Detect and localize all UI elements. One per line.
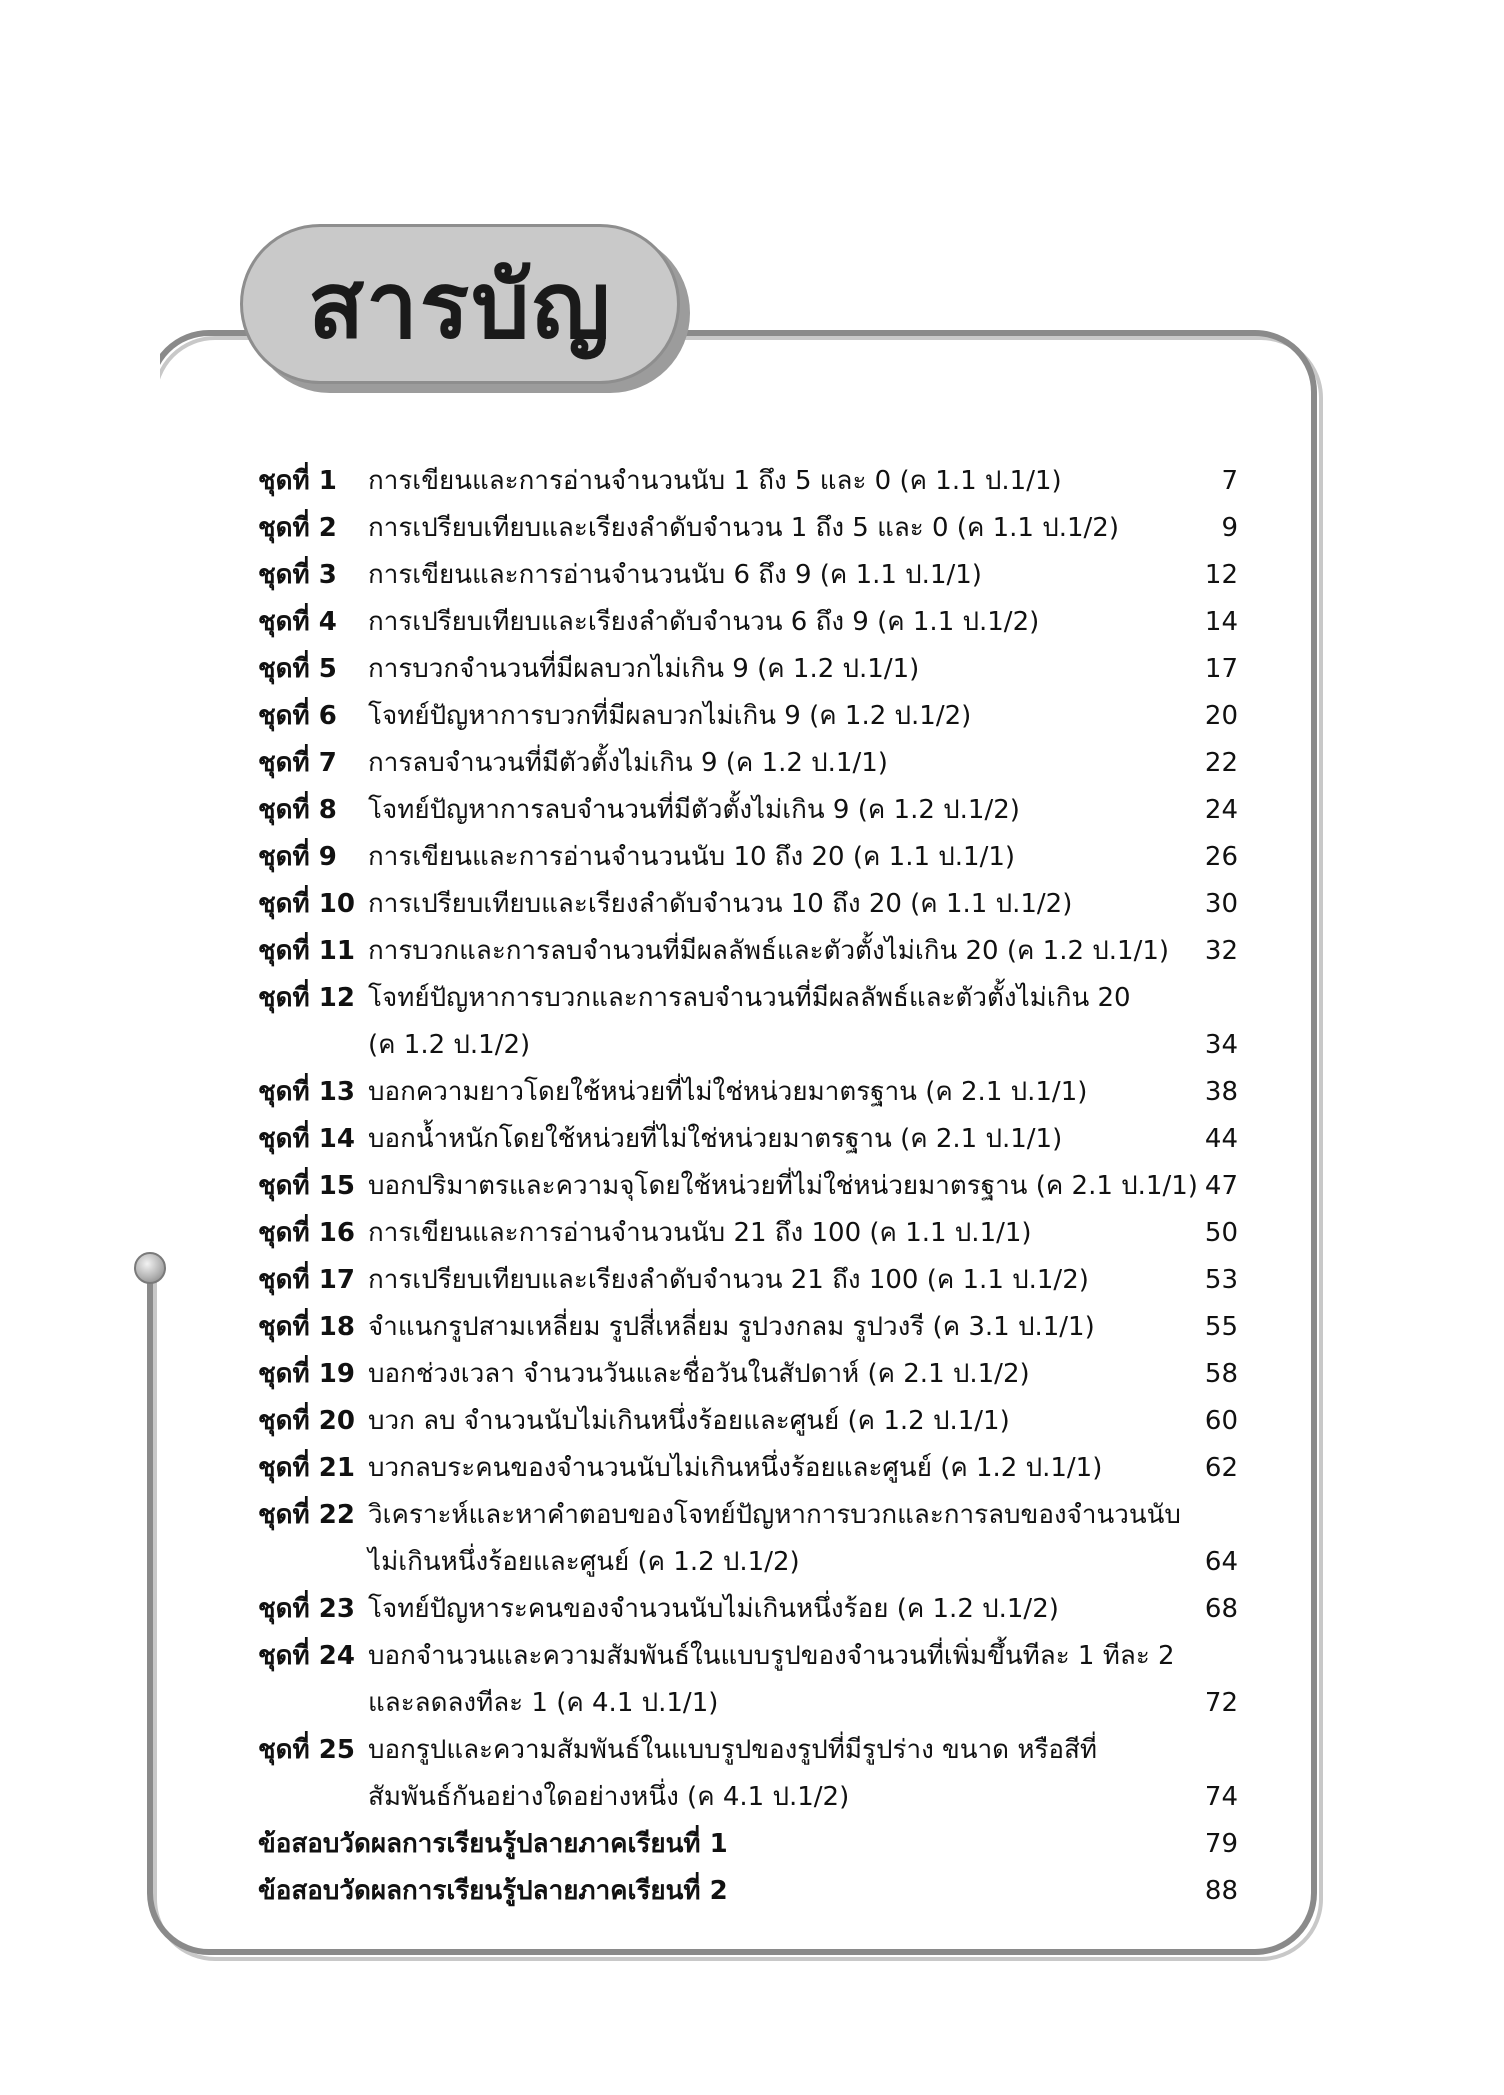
- toc-page-number: 79: [1204, 1829, 1238, 1859]
- toc-entry-title: (ค 1.2 ป.1/2): [368, 1030, 531, 1060]
- toc-entry-title: การเขียนและการอ่านจำนวนนับ 6 ถึง 9 (ค 1.1 ป.1/1): [368, 560, 982, 590]
- toc-entry-label: ชุดที่ 3: [258, 560, 337, 590]
- toc-page-number: 24: [1204, 795, 1238, 825]
- toc-entry-label: ชุดที่ 23: [258, 1594, 355, 1624]
- toc-entry-title: วิเคราะห์และหาคำตอบของโจทย์ปัญหาการบวกและการลบของจำนวนนับ: [368, 1500, 1181, 1530]
- toc-row: [258, 1069, 1238, 1116]
- table-of-contents: [258, 458, 1238, 1915]
- toc-row: [258, 1351, 1238, 1398]
- toc-entry-title: จำแนกรูปสามเหลี่ยม รูปสี่เหลี่ยม รูปวงกลม รูปวงรี (ค 3.1 ป.1/1): [368, 1312, 1095, 1342]
- toc-entry-label: ชุดที่ 4: [258, 607, 337, 637]
- toc-entry-label: ชุดที่ 17: [258, 1265, 355, 1295]
- toc-page-number: 38: [1204, 1077, 1238, 1107]
- toc-entry-label: ชุดที่ 25: [258, 1735, 355, 1765]
- toc-entry-title: สัมพันธ์กันอย่างใดอย่างหนึ่ง (ค 4.1 ป.1/2): [368, 1782, 850, 1812]
- toc-row: [258, 1163, 1238, 1210]
- toc-entry-label: ชุดที่ 13: [258, 1077, 355, 1107]
- toc-entry-title: การเขียนและการอ่านจำนวนนับ 1 ถึง 5 และ 0 (ค 1.1 ป.1/1): [368, 466, 1062, 496]
- toc-entry-title: การเปรียบเทียบและเรียงลำดับจำนวน 21 ถึง 100 (ค 1.1 ป.1/2): [368, 1265, 1089, 1295]
- toc-entry-label: ชุดที่ 7: [258, 748, 337, 778]
- toc-page-number: 7: [1221, 466, 1238, 496]
- toc-row: [258, 1210, 1238, 1257]
- toc-row: [258, 599, 1238, 646]
- frame-gap: [130, 330, 160, 1270]
- toc-page-number: 64: [1204, 1547, 1238, 1577]
- toc-entry-title: บอกความยาวโดยใช้หน่วยที่ไม่ใช่หน่วยมาตรฐาน (ค 2.1 ป.1/1): [368, 1077, 1088, 1107]
- toc-row: [258, 1398, 1238, 1445]
- frame-knob: [134, 1252, 166, 1284]
- toc-entry-label: ชุดที่ 6: [258, 701, 337, 731]
- toc-test-label: ข้อสอบวัดผลการเรียนรู้ปลายภาคเรียนที่ 1: [258, 1829, 728, 1859]
- toc-entry-label: ชุดที่ 18: [258, 1312, 355, 1342]
- toc-entry-label: ชุดที่ 11: [258, 936, 355, 966]
- toc-page-number: 55: [1204, 1312, 1238, 1342]
- toc-entry-label: ชุดที่ 19: [258, 1359, 355, 1389]
- toc-row: [258, 1586, 1238, 1633]
- toc-row: [258, 834, 1238, 881]
- toc-page-number: 22: [1204, 748, 1238, 778]
- toc-row: [258, 881, 1238, 928]
- toc-row: [258, 1304, 1238, 1351]
- toc-entry-title: การเปรียบเทียบและเรียงลำดับจำนวน 1 ถึง 5 และ 0 (ค 1.1 ป.1/2): [368, 513, 1119, 543]
- toc-entry-title: การเขียนและการอ่านจำนวนนับ 10 ถึง 20 (ค 1.1 ป.1/1): [368, 842, 1016, 872]
- toc-page-number: 60: [1204, 1406, 1238, 1436]
- toc-entry-title: โจทย์ปัญหาการบวกและการลบจำนวนที่มีผลลัพธ์และตัวตั้งไม่เกิน 20: [368, 983, 1131, 1013]
- toc-row: [258, 505, 1238, 552]
- toc-row: [258, 1868, 1238, 1915]
- toc-page-number: 20: [1204, 701, 1238, 731]
- toc-row: [258, 1633, 1238, 1680]
- toc-page-number: 9: [1221, 513, 1238, 543]
- toc-row: [258, 1445, 1238, 1492]
- toc-row: [258, 458, 1238, 505]
- toc-page-number: 74: [1204, 1782, 1238, 1812]
- toc-page-number: 12: [1204, 560, 1238, 590]
- toc-entry-label: ชุดที่ 24: [258, 1641, 355, 1671]
- page-title: สารบัญ: [307, 251, 612, 359]
- toc-entry-title: บวกลบระคนของจำนวนนับไม่เกินหนึ่งร้อยและศูนย์ (ค 1.2 ป.1/1): [368, 1453, 1103, 1483]
- toc-entry-title: บอกจำนวนและความสัมพันธ์ในแบบรูปของจำนวนที่เพิ่มขึ้นทีละ 1 ทีละ 2: [368, 1641, 1175, 1671]
- toc-entry-label: ชุดที่ 22: [258, 1500, 355, 1530]
- toc-entry-title: การบวกจำนวนที่มีผลบวกไม่เกิน 9 (ค 1.2 ป.1/1): [368, 654, 920, 684]
- toc-page-number: 17: [1204, 654, 1238, 684]
- toc-entry-title: โจทย์ปัญหาระคนของจำนวนนับไม่เกินหนึ่งร้อย (ค 1.2 ป.1/2): [368, 1594, 1059, 1624]
- toc-entry-title: การเขียนและการอ่านจำนวนนับ 21 ถึง 100 (ค 1.1 ป.1/1): [368, 1218, 1032, 1248]
- toc-page-number: 30: [1204, 889, 1238, 919]
- toc-entry-title: บอกปริมาตรและความจุโดยใช้หน่วยที่ไม่ใช่หน่วยมาตรฐาน (ค 2.1 ป.1/1): [368, 1171, 1198, 1201]
- toc-page-number: 26: [1204, 842, 1238, 872]
- toc-row: [258, 1774, 1238, 1821]
- toc-page-number: 58: [1204, 1359, 1238, 1389]
- toc-row: [258, 1257, 1238, 1304]
- toc-row: [258, 740, 1238, 787]
- toc-row: [258, 646, 1238, 693]
- toc-entry-label: ชุดที่ 14: [258, 1124, 355, 1154]
- toc-row: [258, 1821, 1238, 1868]
- toc-entry-title: บอกน้ำหนักโดยใช้หน่วยที่ไม่ใช่หน่วยมาตรฐาน (ค 2.1 ป.1/1): [368, 1124, 1063, 1154]
- toc-entry-title: โจทย์ปัญหาการลบจำนวนที่มีตัวตั้งไม่เกิน 9 (ค 1.2 ป.1/2): [368, 795, 1020, 825]
- toc-entry-title: บอกรูปและความสัมพันธ์ในแบบรูปของรูปที่มีรูปร่าง ขนาด หรือสีที่: [368, 1735, 1098, 1765]
- toc-row: [258, 1116, 1238, 1163]
- toc-test-label: ข้อสอบวัดผลการเรียนรู้ปลายภาคเรียนที่ 2: [258, 1876, 728, 1906]
- toc-entry-title: ไม่เกินหนึ่งร้อยและศูนย์ (ค 1.2 ป.1/2): [368, 1547, 800, 1577]
- toc-row: [258, 928, 1238, 975]
- toc-page-number: 14: [1204, 607, 1238, 637]
- toc-entry-title: การเปรียบเทียบและเรียงลำดับจำนวน 10 ถึง 20 (ค 1.1 ป.1/2): [368, 889, 1073, 919]
- toc-row: [258, 1727, 1238, 1774]
- toc-entry-title: บวก ลบ จำนวนนับไม่เกินหนึ่งร้อยและศูนย์ (ค 1.2 ป.1/1): [368, 1406, 1010, 1436]
- toc-entry-label: ชุดที่ 15: [258, 1171, 355, 1201]
- toc-entry-title: การลบจำนวนที่มีตัวตั้งไม่เกิน 9 (ค 1.2 ป.1/1): [368, 748, 888, 778]
- toc-entry-label: ชุดที่ 12: [258, 983, 355, 1013]
- toc-page-number: 44: [1204, 1124, 1238, 1154]
- toc-entry-label: ชุดที่ 2: [258, 513, 337, 543]
- toc-page-number: 62: [1204, 1453, 1238, 1483]
- toc-page-number: 32: [1204, 936, 1238, 966]
- toc-row: [258, 1680, 1238, 1727]
- toc-entry-label: ชุดที่ 8: [258, 795, 337, 825]
- toc-page-number: 68: [1204, 1594, 1238, 1624]
- toc-page-number: 34: [1204, 1030, 1238, 1060]
- toc-row: [258, 1492, 1238, 1539]
- toc-page-number: 53: [1204, 1265, 1238, 1295]
- toc-entry-label: ชุดที่ 9: [258, 842, 337, 872]
- toc-row: [258, 787, 1238, 834]
- toc-page-number: 50: [1204, 1218, 1238, 1248]
- toc-row: [258, 1022, 1238, 1069]
- toc-entry-title: การบวกและการลบจำนวนที่มีผลลัพธ์และตัวตั้งไม่เกิน 20 (ค 1.2 ป.1/1): [368, 936, 1170, 966]
- toc-row: [258, 975, 1238, 1022]
- toc-entry-label: ชุดที่ 20: [258, 1406, 355, 1436]
- toc-entry-title: การเปรียบเทียบและเรียงลำดับจำนวน 6 ถึง 9 (ค 1.1 ป.1/2): [368, 607, 1040, 637]
- toc-entry-title: และลดลงทีละ 1 (ค 4.1 ป.1/1): [368, 1688, 719, 1718]
- toc-entry-label: ชุดที่ 5: [258, 654, 337, 684]
- toc-row: [258, 552, 1238, 599]
- toc-entry-label: ชุดที่ 16: [258, 1218, 355, 1248]
- toc-entry-label: ชุดที่ 10: [258, 889, 355, 919]
- toc-entry-label: ชุดที่ 1: [258, 466, 337, 496]
- toc-page-number: 88: [1204, 1876, 1238, 1906]
- toc-row: [258, 693, 1238, 740]
- toc-entry-title: บอกช่วงเวลา จำนวนวันและชื่อวันในสัปดาห์ (ค 2.1 ป.1/2): [368, 1359, 1030, 1389]
- toc-page-number: 47: [1204, 1171, 1238, 1201]
- toc-row: [258, 1539, 1238, 1586]
- toc-entry-title: โจทย์ปัญหาการบวกที่มีผลบวกไม่เกิน 9 (ค 1.2 ป.1/2): [368, 701, 972, 731]
- toc-entry-label: ชุดที่ 21: [258, 1453, 355, 1483]
- toc-page-number: 72: [1204, 1688, 1238, 1718]
